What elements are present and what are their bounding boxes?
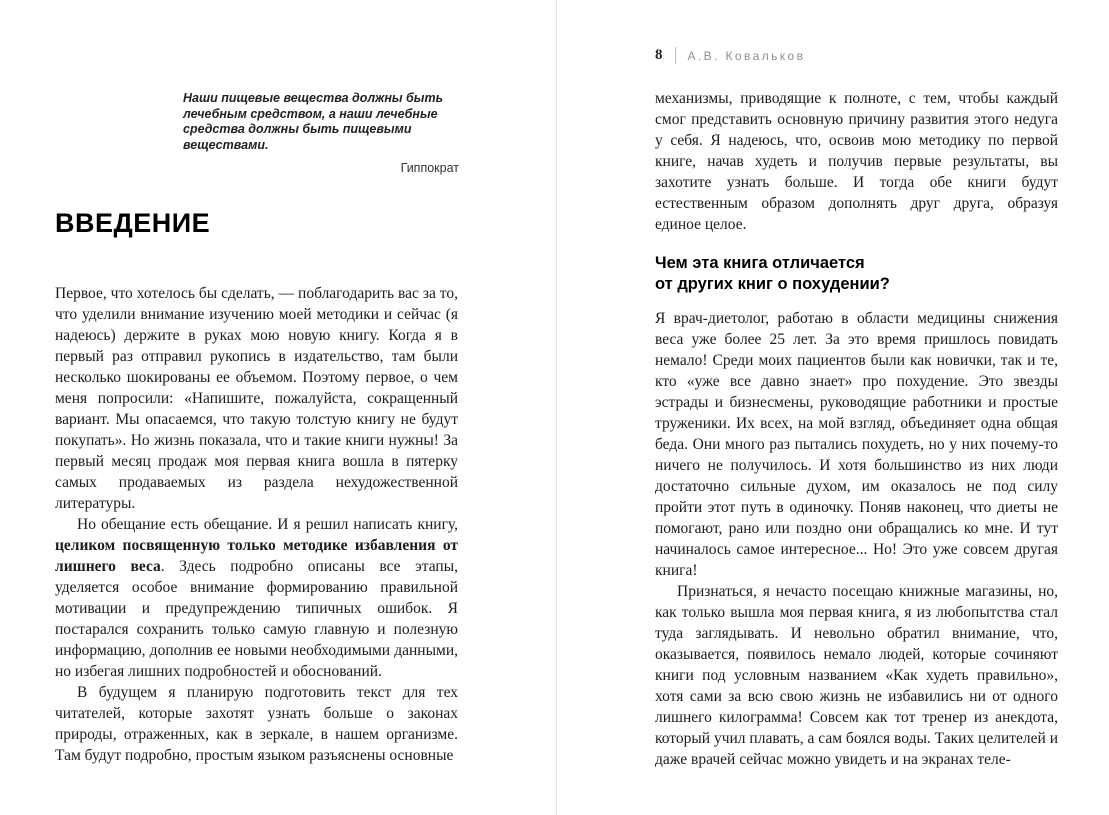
- epigraph: [183, 91, 459, 177]
- body-paragraph: В будущем я планирую подготовить текст для тех читателей, которые захотят узнать больше о законах природы, отраженных, как в зеркале, в нашем организме. Там будут подробно, простым языком разъяснены основные: [55, 684, 458, 764]
- paragraph-text: . Здесь подробно описаны все этапы, уделяется особое внимание формированию правильной мотивации и предупреждению типичных ошибок. Я постарался сохранить только самую главную и полезную информацию, дополнив ее новыми необходимыми данными, но избегая лишних подробностей и обоснований.: [55, 558, 458, 680]
- running-header: [655, 47, 805, 64]
- body-paragraph: Признаться, я нечасто посещаю книжные магазины, но, как только вышла моя первая книга, я из любопытства стал туда заглядывать. И невольно обратил внимание, что, оказывается, появилось немало людей, которые сочиняют книги под условным названием «Как худеть правильно», хотя сами за всю свою жизнь не избавились ни от одного лишнего килограмма! Совсем как тот тренер из анекдота, который учил плавать, а сам боялся воды. Таких целителей и даже врачей сейчас можно увидеть и на экранах теле-: [655, 583, 1058, 768]
- section-heading-line: от других книг о похудении?: [655, 275, 890, 293]
- chapter-heading: ВВЕДЕНИЕ: [55, 208, 211, 238]
- epigraph-text: Наши пищевые вещества должны быть лечебным средством, а наши лечебные средства должны быть пищевыми веществами.: [183, 91, 443, 152]
- paragraph-text: Но обещание есть обещание. И я решил написать книгу,: [77, 516, 458, 533]
- section-heading: [655, 253, 1058, 295]
- body-paragraph: [55, 514, 458, 682]
- body-paragraph: Первое, что хотелось бы сделать, — поблагодарить вас за то, что уделили внимание изучению моей методики и сейчас (я надеюсь) держите в руках мою новую книгу. Когда я в первый раз отправил рукопись в издательство, там были несколько шокированы ее объемом. Поэтому первое, о чем меня попросили: «Напишите, пожалуйста, сокращенный вариант. Мы опасаемся, что такую толстую книгу не будут покупать». Но жизнь показала, что и такие книги нужны! За первый месяц продаж моя первая книга вошла в пятерку самых продаваемых из раздела нехудожественной литературы.: [55, 285, 458, 512]
- header-divider: [675, 47, 676, 64]
- page-gutter-divider: [556, 0, 557, 815]
- right-page-body: [655, 88, 1058, 770]
- section-heading-line: Чем эта книга отличается: [655, 254, 865, 272]
- paragraph-bold-text: целиком посвященную только методике избавления от лишнего веса: [55, 537, 458, 575]
- left-page-body: [55, 283, 458, 766]
- running-author: А.В. Ковальков: [687, 48, 806, 63]
- epigraph-attribution: Гиппократ: [400, 161, 459, 175]
- body-paragraph: Я врач-диетолог, работаю в области медицины снижения веса уже более 25 лет. За это время пришлось повидать немало! Среди моих пациентов были как новички, так и те, кто «уже все давно знает» про похудение. Это звезды эстрады и бизнесмены, руководящие работники и простые труженики. Их всех, на мой взгляд, объединяет одна общая беда. Они много раз пытались похудеть, но у них почему-то ничего не получилось. И хотя большинство из них люди достаточно сильные духом, им оказалось не под силу пройти этот путь в одиночку. Поняв наконец, что диеты не помогают, рано или поздно они обращались ко мне. И тут начиналось самое интересное... Но! Это уже совсем другая книга!: [655, 310, 1058, 579]
- body-paragraph: механизмы, приводящие к полноте, с тем, чтобы каждый смог представить основную причину развития этого недуга у себя. Я надеюсь, что, освоив мою методику по первой книге, начав худеть и получив первые результаты, вы захотите узнать больше. И тогда обе книги будут естественным образом дополнять друг друга, образуя единое целое.: [655, 90, 1058, 233]
- page-number: 8: [655, 47, 663, 63]
